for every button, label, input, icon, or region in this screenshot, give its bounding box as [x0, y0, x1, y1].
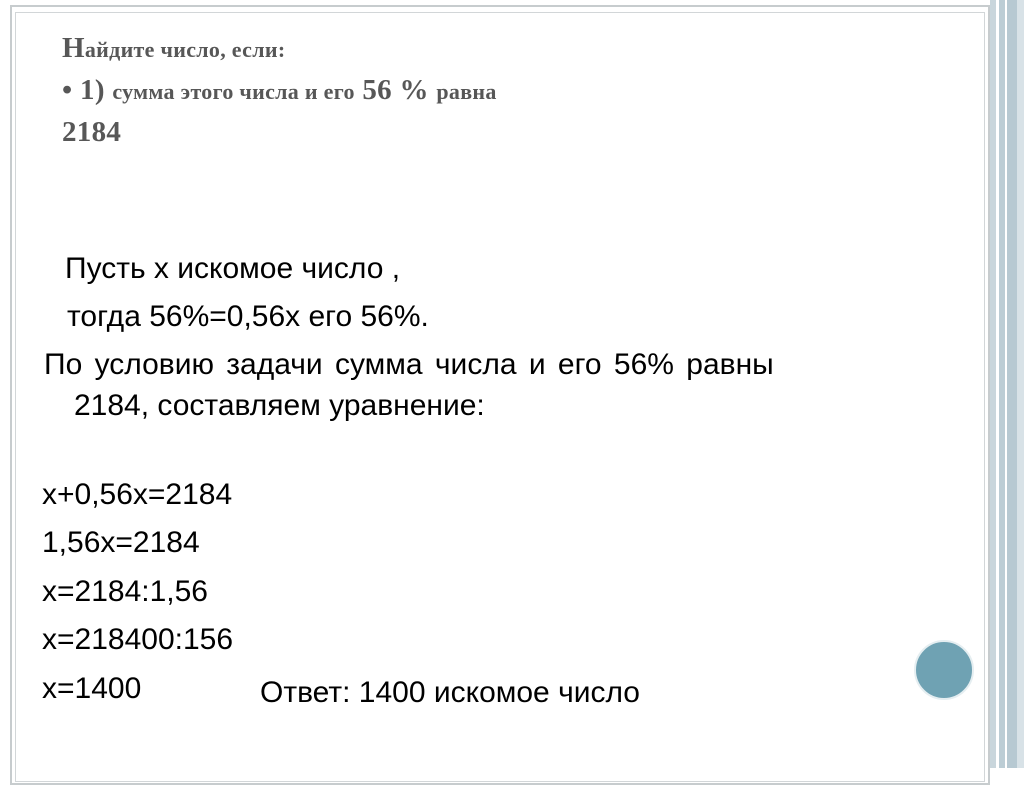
title-number: 1)	[80, 74, 105, 106]
answer-text: Ответ: 1400 искомое число	[260, 676, 640, 709]
equation-line: х+0,56х=2184	[42, 478, 233, 511]
title-text: сумма этого числа и его	[112, 79, 355, 104]
title-cap: Н	[62, 32, 85, 64]
body-line: По условию задачи сумма числа и его 56% равны	[44, 348, 774, 381]
title-percent: 56 %	[362, 74, 429, 106]
equation-line: 1,56х=2184	[42, 526, 200, 559]
body-line: тогда 56%=0,56х его 56%.	[67, 300, 429, 333]
equation-line: х=2184:1,56	[42, 575, 208, 608]
title-text-end: равна	[436, 79, 497, 104]
title-rest: айдите число, если:	[84, 37, 286, 62]
title-line-3: 2184	[62, 116, 122, 148]
bullet-icon: •	[62, 74, 73, 106]
equation-line: х=1400	[42, 672, 142, 705]
equation-line: х=218400:156	[42, 623, 234, 656]
body-line: Пусть х искомое число ,	[65, 252, 401, 285]
body-line: 2184, составляем уравнение:	[74, 389, 485, 422]
